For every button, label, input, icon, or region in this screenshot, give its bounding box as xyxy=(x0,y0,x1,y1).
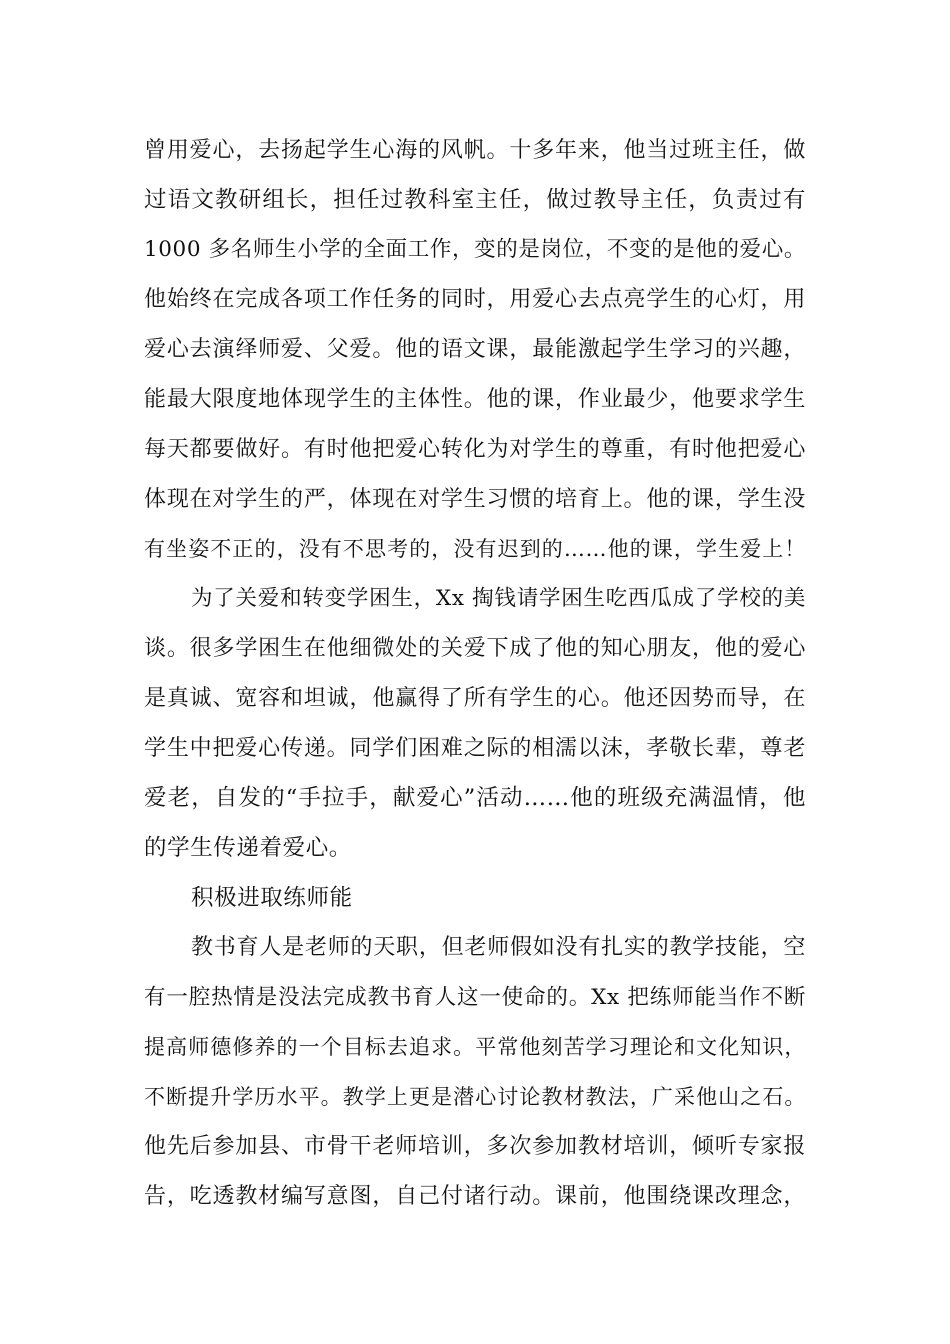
paragraph-line: 过语文教研组长，担任过教科室主任，做过教导主任，负责过有 xyxy=(144,187,806,213)
section-heading: 积极进取练师能 xyxy=(191,885,353,911)
paragraph-line: 是真诚、宽容和坦诚，他赢得了所有学生的心。他还因势而导，在 xyxy=(144,686,806,711)
paragraph-line: 提高师德修养的一个目标去追求。平常他刻苦学习理论和文化知识， xyxy=(144,1035,806,1059)
paragraph-line: 有坐姿不正的，没有不思考的，没有迟到的……他的课，学生爱上！ xyxy=(144,537,806,561)
paragraph-line: 为了关爱和转变学困生，Xx 掏钱请学困生吃西瓜成了学校的美 xyxy=(191,586,806,611)
paragraph-line: 他先后参加县、市骨干老师培训，多次参加教材培训，倾听专家报 xyxy=(144,1134,806,1159)
paragraph-line: 1000 多名师生小学的全面工作，变的是岗位，不变的是他的爱心。 xyxy=(144,237,806,262)
paragraph-line: 告，吃透教材编写意图，自己付诸行动。课前，他围绕课改理念， xyxy=(144,1184,806,1209)
paragraph-line: 学生中把爱心传递。同学们困难之际的相濡以沫，孝敬长辈，尊老 xyxy=(144,736,806,761)
paragraph-line: 的学生传递着爱心。 xyxy=(144,835,352,861)
paragraph-line: 爱老，自发的“手拉手，献爱心”活动……他的班级充满温情，他 xyxy=(144,785,806,811)
paragraph-line: 谈。很多学困生在他细微处的关爱下成了他的知心朋友，他的爱心 xyxy=(144,636,806,661)
paragraph-line: 不断提升学历水平。教学上更是潜心讨论教材教法，广采他山之石。 xyxy=(144,1085,806,1109)
paragraph-line: 体现在对学生的严，体现在对学生习惯的培育上。他的课，学生没 xyxy=(144,487,806,512)
paragraph-line: 他始终在完成各项工作任务的同时，用爱心去点亮学生的心灯，用 xyxy=(144,287,806,312)
paragraph-line: 爱心去演绎师爱、父爱。他的语文课，最能激起学生学习的兴趣， xyxy=(144,337,806,362)
paragraph-line: 曾用爱心，去扬起学生心海的风帆。十多年来，他当过班主任，做 xyxy=(144,138,806,163)
paragraph-line: 能最大限度地体现学生的主体性。他的课，作业最少，他要求学生 xyxy=(144,387,806,412)
paragraph-line: 有一腔热情是没法完成教书育人这一使命的。Xx 把练师能当作不断 xyxy=(144,985,806,1010)
paragraph-line: 每天都要做好。有时他把爱心转化为对学生的尊重，有时他把爱心 xyxy=(144,437,806,462)
paragraph-line: 教书育人是老师的天职，但老师假如没有扎实的教学技能，空 xyxy=(191,935,806,960)
